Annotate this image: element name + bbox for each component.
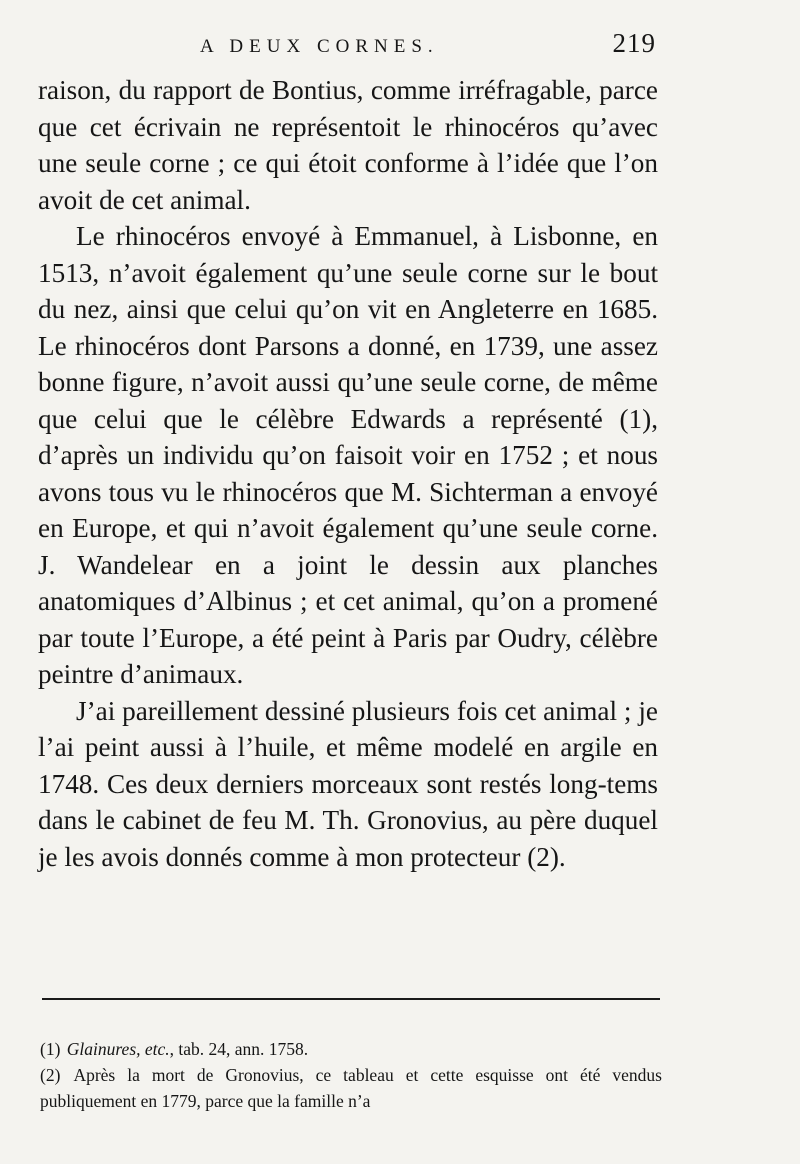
body-text (38, 72, 658, 875)
page-header (200, 28, 656, 64)
paragraph-author-drawings: J’ai pareillement dessiné plusieurs fois cet animal ; je l’ai peint aussi à l’huile, et même modelé en argile en 1748. Ces deux derniers morceaux sont restés long-tems dans le cabinet de feu M. Th. Gronovius, au père duquel je les avois donnés comme à mon protecteur (2). (38, 695, 658, 872)
footnote-title: Glainures, etc. (66, 1039, 170, 1059)
footnote-separator (42, 998, 660, 1000)
footnote-2 (40, 1062, 662, 1114)
page-number: 219 (612, 28, 656, 58)
footnotes (40, 1036, 662, 1114)
running-head: A DEUX CORNES. (200, 36, 439, 57)
footnote-text: , tab. 24, ann. 1758. (169, 1039, 309, 1059)
footnote-number: (2) (40, 1065, 61, 1085)
paragraph-continued: raison, du rapport de Bontius, comme irréfragable, parce que cet écrivain ne représentoit le rhinocéros qu’avec une seule corne ; ce qui étoit conforme à l’idée que l’on avoit de cet animal. (38, 75, 658, 215)
footnote-1 (40, 1036, 662, 1062)
footnote-number: (1) (40, 1039, 61, 1059)
footnote-text: Après la mort de Gronovius, ce tableau et cette esquisse ont été vendus publiquement en 1779, parce que la famille n’a (40, 1065, 662, 1111)
paragraph-rhinoceros-history: Le rhinocéros envoyé à Emmanuel, à Lisbonne, en 1513, n’avoit également qu’une seule corne sur le bout du nez, ainsi que celui qu’on vit en Angleterre en 1685. Le rhinocéros dont Parsons a donné, en 1739, une assez bonne figure, n’avoit aussi qu’une seule corne, de même que celui que le célèbre Edwards a représenté (1), d’après un individu qu’on faisoit voir en 1752 ; et nous avons tous vu le rhinocéros que M. Sichterman a envoyé en Europe, et qui n’avoit également qu’une seule corne. J. Wandelear en a joint le dessin aux planches anatomiques d’Albinus ; et cet animal, qu’on a promené par toute l’Europe, a été peint à Paris par Oudry, célèbre peintre d’animaux. (38, 221, 658, 689)
